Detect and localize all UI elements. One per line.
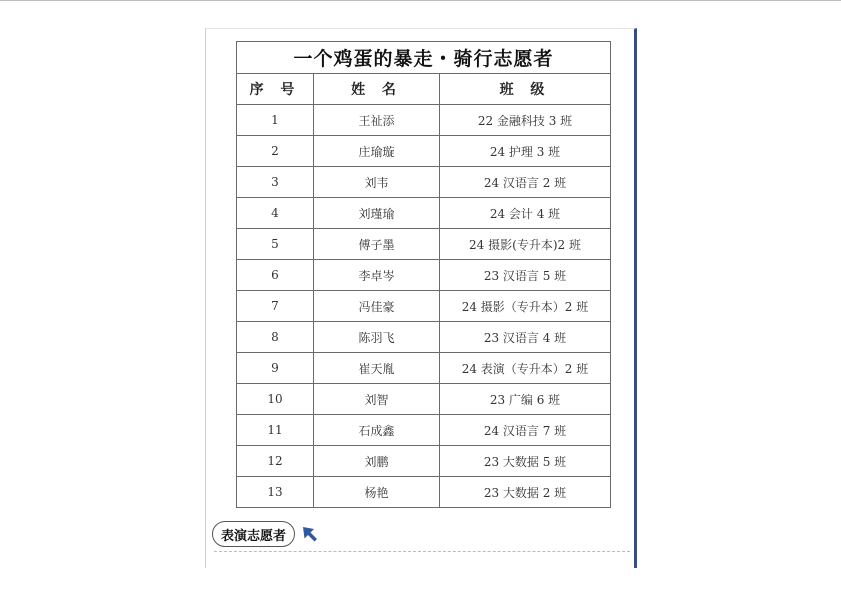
table-row	[237, 322, 611, 353]
header-name: 姓 名	[314, 74, 440, 105]
table-row	[237, 198, 611, 229]
cell-name: 刘韦	[314, 167, 440, 198]
table-row	[237, 384, 611, 415]
cell-name: 陈羽飞	[314, 322, 440, 353]
cell-class: 24 会计 4 班	[440, 198, 611, 229]
cell-name: 庄瑜璇	[314, 136, 440, 167]
cell-number: 2	[237, 136, 314, 167]
cell-name: 石成鑫	[314, 415, 440, 446]
cell-class: 22 金融科技 3 班	[440, 105, 611, 136]
cell-number: 13	[237, 477, 314, 508]
cell-class: 24 护理 3 班	[440, 136, 611, 167]
cell-name: 崔天胤	[314, 353, 440, 384]
table-row	[237, 229, 611, 260]
cell-class: 24 表演（专升本）2 班	[440, 353, 611, 384]
table-row	[237, 291, 611, 322]
cell-name: 傅子墨	[314, 229, 440, 260]
cell-name: 杨艳	[314, 477, 440, 508]
table-row	[237, 260, 611, 291]
cell-number: 3	[237, 167, 314, 198]
header-class: 班 级	[440, 74, 611, 105]
cell-number: 6	[237, 260, 314, 291]
section-label-performance-volunteers: 表演志愿者	[212, 521, 295, 547]
volunteer-table	[236, 41, 611, 508]
table-header-row	[237, 74, 611, 105]
cell-name: 刘鹏	[314, 446, 440, 477]
cell-name: 刘智	[314, 384, 440, 415]
cell-class: 23 大数据 5 班	[440, 446, 611, 477]
table-row	[237, 136, 611, 167]
header-number: 序 号	[237, 74, 314, 105]
cell-class: 23 汉语言 4 班	[440, 322, 611, 353]
arrow-up-left-icon	[302, 526, 318, 542]
cell-number: 9	[237, 353, 314, 384]
cell-number: 12	[237, 446, 314, 477]
cell-number: 1	[237, 105, 314, 136]
cell-class: 24 摄影（专升本）2 班	[440, 291, 611, 322]
cell-class: 24 汉语言 7 班	[440, 415, 611, 446]
cell-number: 8	[237, 322, 314, 353]
cell-name: 刘瑾瑜	[314, 198, 440, 229]
cell-number: 10	[237, 384, 314, 415]
cell-class: 24 摄影(专升本)2 班	[440, 229, 611, 260]
table-row	[237, 446, 611, 477]
table-row	[237, 477, 611, 508]
table-row	[237, 167, 611, 198]
cell-number: 5	[237, 229, 314, 260]
table-title: 一个鸡蛋的暴走・骑行志愿者	[237, 42, 611, 74]
cell-class: 23 广编 6 班	[440, 384, 611, 415]
top-divider	[0, 0, 841, 1]
cell-number: 11	[237, 415, 314, 446]
table-row	[237, 353, 611, 384]
cell-name: 李卓岑	[314, 260, 440, 291]
section-divider	[214, 551, 630, 552]
cell-class: 23 大数据 2 班	[440, 477, 611, 508]
cell-number: 4	[237, 198, 314, 229]
table-row	[237, 415, 611, 446]
cell-class: 23 汉语言 5 班	[440, 260, 611, 291]
table-row	[237, 105, 611, 136]
cell-class: 24 汉语言 2 班	[440, 167, 611, 198]
cell-name: 冯佳豪	[314, 291, 440, 322]
cell-number: 7	[237, 291, 314, 322]
cell-name: 王祉添	[314, 105, 440, 136]
